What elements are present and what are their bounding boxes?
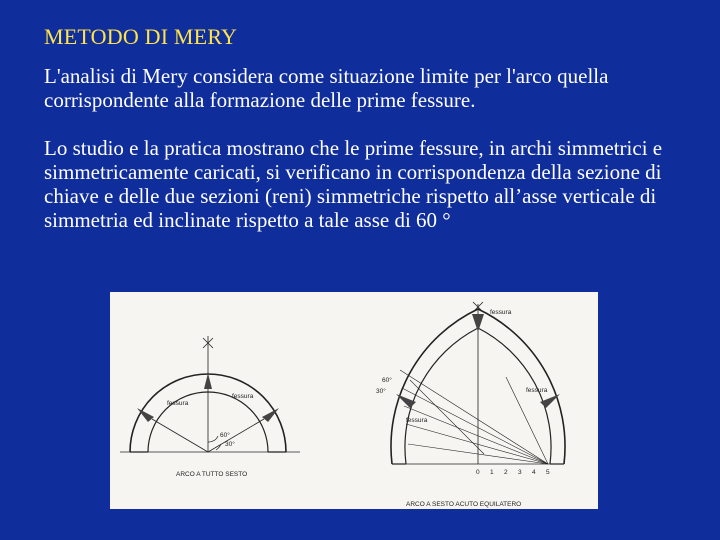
arches-figure — [110, 292, 598, 509]
left-fessura-label-left: fessura — [167, 400, 189, 407]
tick-label: 3 — [518, 469, 522, 476]
left-angle-30-label: 30° — [225, 441, 235, 448]
right-angle-60-label: 60° — [382, 377, 392, 384]
right-angle-30-label: 30° — [376, 388, 386, 395]
tick-label: 1 — [490, 469, 494, 476]
tick-label: 4 — [532, 469, 536, 476]
slide-title: METODO DI MERY — [44, 24, 238, 49]
left-fessura-label-right: fessura — [232, 393, 254, 400]
tick-label: 2 — [504, 469, 508, 476]
tick-label: 5 — [546, 469, 550, 476]
right-fessura-label-right: fessura — [526, 387, 548, 394]
right-tick-labels — [476, 469, 550, 476]
right-arch-caption: ARCO A SESTO ACUTO EQUILATERO — [406, 501, 522, 508]
right-fessura-label-top: fessura — [490, 309, 512, 316]
pointed-arch — [391, 302, 565, 464]
left-arch-caption: ARCO A TUTTO SESTO — [176, 471, 248, 478]
paragraph-2: Lo studio e la pratica mostrano che le prime fessure, in archi simmetrici e simmetricamente caricati, si verificano in corrispondenza della sezione di chiave e delle due sezioni (reni) simmetriche rispetto all’asse verticale di simmetria ed inclinate rispetto a tale asse di 60 ° — [44, 136, 663, 232]
paragraph-1: L'analisi di Mery considera come situazione limite per l'arco quella corrispondente alla formazione delle prime fessure. — [44, 64, 609, 112]
arches-drawing — [110, 292, 598, 509]
left-angle-60-label: 60° — [220, 432, 230, 439]
semicircular-arch — [120, 336, 300, 452]
tick-label: 0 — [476, 469, 480, 476]
right-fessura-label-left: fessura — [406, 417, 428, 424]
